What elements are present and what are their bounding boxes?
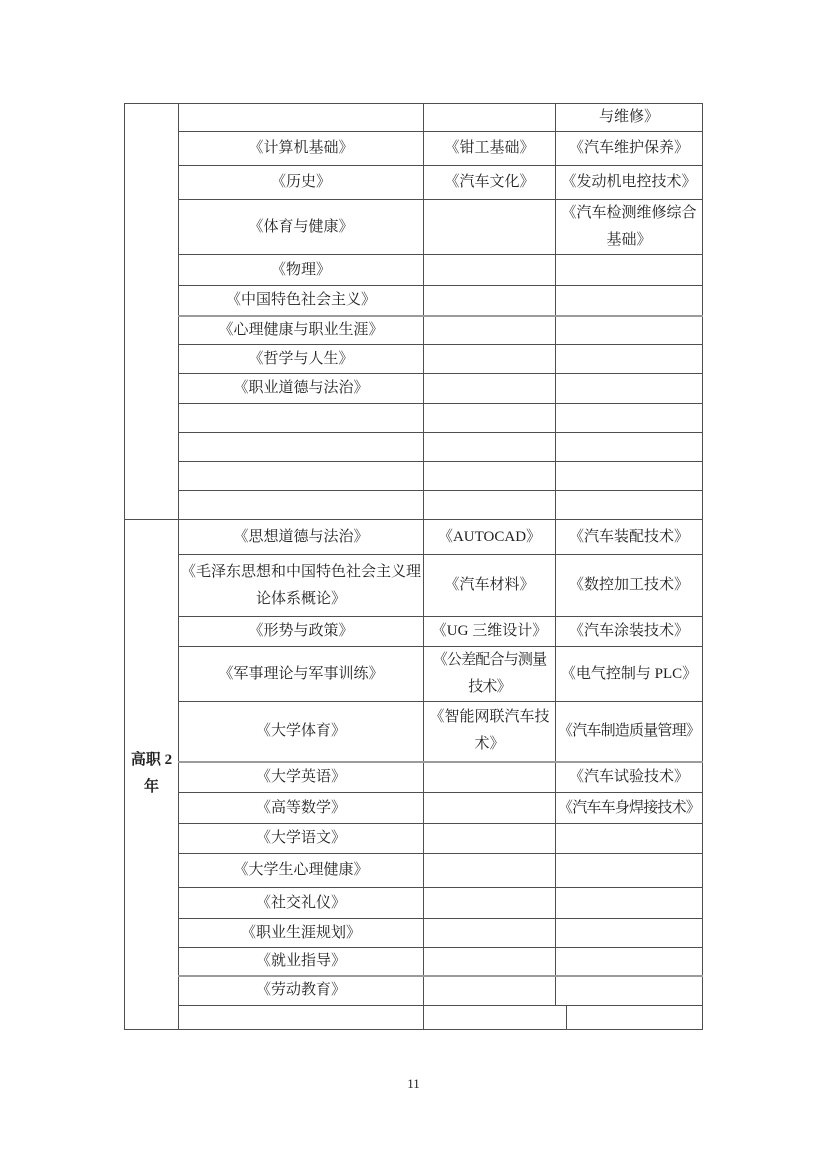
table-row bbox=[125, 132, 703, 166]
course-cell bbox=[424, 824, 556, 854]
course-cell bbox=[424, 404, 556, 433]
course-cell bbox=[179, 462, 424, 491]
course-cell: 《钳工基础》 bbox=[424, 132, 556, 166]
course-cell bbox=[556, 491, 703, 520]
table-row bbox=[125, 824, 703, 854]
table-row bbox=[125, 976, 703, 1005]
course-cell bbox=[424, 491, 556, 520]
course-cell bbox=[424, 948, 556, 977]
course-cell bbox=[179, 491, 424, 520]
table-row bbox=[125, 762, 703, 793]
course-cell: 《UG 三维设计》 bbox=[424, 617, 556, 647]
course-cell bbox=[556, 462, 703, 491]
course-cell: 《就业指导》 bbox=[179, 948, 424, 977]
section1-label-cell bbox=[125, 104, 179, 520]
course-cell bbox=[424, 976, 556, 1005]
course-cell: 《汽车材料》 bbox=[424, 555, 556, 617]
course-cell: 《智能网联汽车技术》 bbox=[424, 702, 556, 762]
table-row bbox=[125, 520, 703, 555]
table-row bbox=[125, 404, 703, 433]
course-cell bbox=[424, 462, 556, 491]
course-cell: 《毛泽东思想和中国特色社会主义理论体系概论》 bbox=[179, 555, 424, 617]
course-cell: 《汽车装配技术》 bbox=[556, 520, 703, 555]
course-cell: 《大学英语》 bbox=[179, 762, 424, 793]
table-row bbox=[125, 702, 703, 762]
table-row bbox=[125, 793, 703, 824]
table-row bbox=[125, 948, 703, 977]
course-cell bbox=[556, 255, 703, 286]
course-cell: 《物理》 bbox=[179, 255, 424, 286]
course-cell: 《发动机电控技术》 bbox=[556, 166, 703, 200]
curriculum-table bbox=[124, 103, 703, 1030]
course-cell: 《形势与政策》 bbox=[179, 617, 424, 647]
table-row bbox=[125, 647, 703, 702]
course-cell: 《汽车涂装技术》 bbox=[556, 617, 703, 647]
course-cell bbox=[556, 433, 703, 462]
course-cell bbox=[556, 316, 703, 345]
table-row bbox=[125, 433, 703, 462]
course-cell bbox=[556, 888, 703, 919]
table-row bbox=[125, 491, 703, 520]
table-row bbox=[125, 1005, 703, 1029]
curriculum-table-wrap bbox=[124, 103, 703, 1030]
course-cell bbox=[424, 374, 556, 404]
course-cell: 《汽车检测维修综合基础》 bbox=[556, 200, 703, 255]
course-cell bbox=[556, 948, 703, 977]
course-cell: 与维修》 bbox=[556, 104, 703, 132]
course-cell: 《军事理论与军事训练》 bbox=[179, 647, 424, 702]
course-cell: 《大学体育》 bbox=[179, 702, 424, 762]
course-cell: 《公差配合与测量技术》 bbox=[424, 647, 556, 702]
page-number: 11 bbox=[407, 1076, 420, 1091]
table-row bbox=[125, 888, 703, 919]
course-cell bbox=[556, 976, 703, 1005]
course-cell bbox=[424, 255, 556, 286]
course-cell bbox=[556, 286, 703, 316]
course-cell bbox=[556, 374, 703, 404]
course-cell bbox=[556, 854, 703, 888]
course-cell: 《中国特色社会主义》 bbox=[179, 286, 424, 316]
course-cell bbox=[424, 919, 556, 948]
table-row bbox=[125, 345, 703, 374]
course-cell bbox=[424, 762, 556, 793]
course-cell bbox=[179, 1005, 424, 1029]
course-cell bbox=[424, 316, 556, 345]
course-cell: 《哲学与人生》 bbox=[179, 345, 424, 374]
table-row bbox=[125, 166, 703, 200]
table-row bbox=[125, 316, 703, 345]
course-cell: 《数控加工技术》 bbox=[556, 555, 703, 617]
table-row bbox=[125, 854, 703, 888]
course-cell bbox=[556, 404, 703, 433]
shifted-divider bbox=[426, 1006, 700, 1029]
course-cell: 《AUTOCAD》 bbox=[424, 520, 556, 555]
course-cell bbox=[556, 824, 703, 854]
course-cell: 《大学语文》 bbox=[179, 824, 424, 854]
course-cell bbox=[556, 345, 703, 374]
course-cell: 《汽车制造质量管理》 bbox=[556, 702, 703, 762]
course-cell bbox=[424, 200, 556, 255]
course-cell: 《职业生涯规划》 bbox=[179, 919, 424, 948]
course-cell bbox=[424, 286, 556, 316]
course-cell: 《汽车试验技术》 bbox=[556, 762, 703, 793]
course-cell: 《职业道德与法治》 bbox=[179, 374, 424, 404]
course-cell: 《汽车文化》 bbox=[424, 166, 556, 200]
table-row bbox=[125, 255, 703, 286]
table-row bbox=[125, 286, 703, 316]
course-cell: 《社交礼仪》 bbox=[179, 888, 424, 919]
table-row bbox=[125, 374, 703, 404]
course-cell: 《历史》 bbox=[179, 166, 424, 200]
course-cell: 《计算机基础》 bbox=[179, 132, 424, 166]
table-row bbox=[125, 617, 703, 647]
table-row bbox=[125, 919, 703, 948]
section2-label-cell: 高职 2年 bbox=[125, 520, 179, 1030]
course-cell: 《劳动教育》 bbox=[179, 976, 424, 1005]
course-cell bbox=[424, 433, 556, 462]
course-cell bbox=[179, 404, 424, 433]
course-cell bbox=[424, 1005, 703, 1029]
course-cell: 《心理健康与职业生涯》 bbox=[179, 316, 424, 345]
course-cell bbox=[179, 433, 424, 462]
table-row bbox=[125, 200, 703, 255]
course-cell: 《汽车维护保养》 bbox=[556, 132, 703, 166]
course-cell: 《体育与健康》 bbox=[179, 200, 424, 255]
course-cell bbox=[179, 104, 424, 132]
course-cell: 《思想道德与法治》 bbox=[179, 520, 424, 555]
table-row bbox=[125, 555, 703, 617]
table-row bbox=[125, 462, 703, 491]
course-cell: 《高等数学》 bbox=[179, 793, 424, 824]
table-row bbox=[125, 104, 703, 132]
course-cell: 《大学生心理健康》 bbox=[179, 854, 424, 888]
course-cell bbox=[556, 919, 703, 948]
course-cell bbox=[424, 104, 556, 132]
course-cell bbox=[424, 793, 556, 824]
course-cell bbox=[424, 345, 556, 374]
course-cell: 《电气控制与 PLC》 bbox=[556, 647, 703, 702]
course-cell bbox=[424, 854, 556, 888]
course-cell bbox=[424, 888, 556, 919]
course-cell: 《汽车车身焊接技术》 bbox=[556, 793, 703, 824]
